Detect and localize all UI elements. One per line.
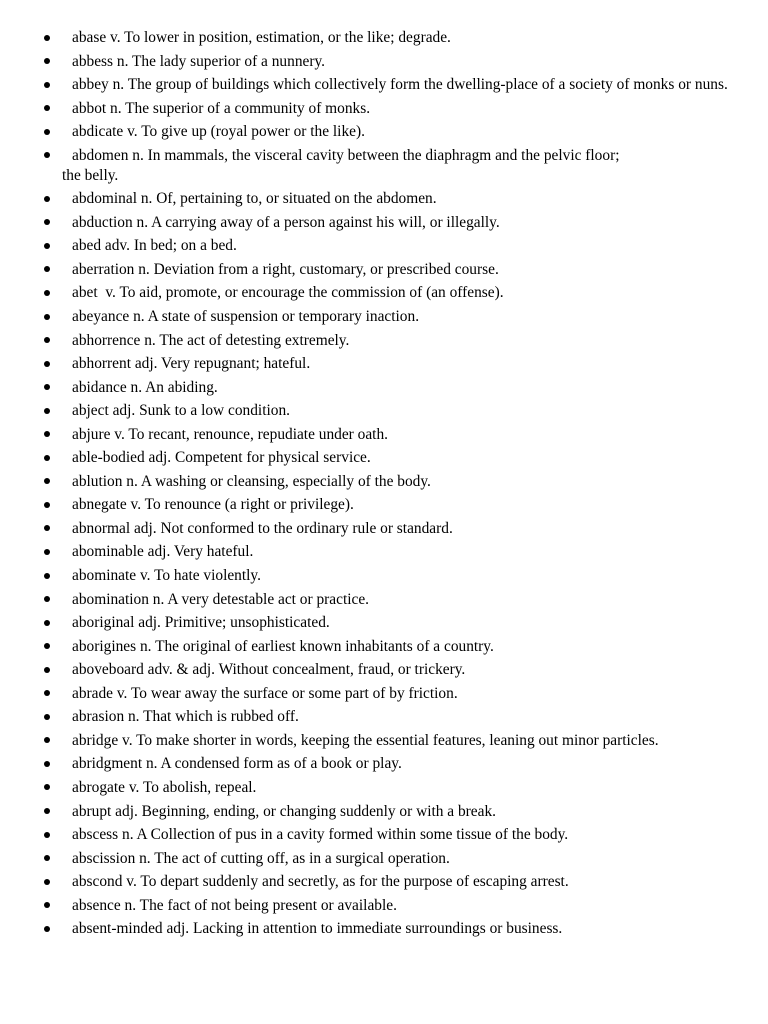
entry-text: abnegate v. To renounce (a right or privilege). — [72, 496, 354, 514]
list-item — [0, 283, 768, 303]
list-item — [0, 146, 768, 166]
entry-text: aboriginal adj. Primitive; unsophisticated. — [72, 614, 330, 632]
bullet-icon — [44, 902, 50, 908]
entry-text: abject adj. Sunk to a low condition. — [72, 402, 290, 420]
bullet-icon — [44, 361, 50, 367]
list-item — [0, 307, 768, 327]
bullet-icon — [44, 105, 50, 111]
bullet-icon — [44, 478, 50, 484]
list-item — [0, 448, 768, 468]
bullet-icon — [44, 219, 50, 225]
list-item — [0, 566, 768, 586]
entry-text: abrupt adj. Beginning, ending, or changing suddenly or with a break. — [72, 802, 497, 820]
bullet-icon — [44, 596, 50, 602]
list-item — [0, 613, 768, 633]
list-item — [0, 684, 768, 704]
entry-text: abet v. To aid, promote, or encourage the commission of (an offense). — [72, 284, 504, 302]
entry-text: abdomen n. In mammals, the visceral cavity between the diaphragm and the pelvic floor; — [72, 146, 620, 164]
entry-text: abscond v. To depart suddenly and secretly, as for the purpose of escaping arrest. — [72, 873, 569, 891]
bullet-icon — [44, 737, 50, 743]
entry-text: abeyance n. A state of suspension or temporary inaction. — [72, 308, 420, 326]
list-item — [0, 189, 768, 209]
list-item — [0, 28, 768, 48]
list-item — [0, 754, 768, 774]
entry-text: abnormal adj. Not conformed to the ordinary rule or standard. — [72, 519, 453, 537]
list-item — [0, 849, 768, 869]
vocabulary-list — [0, 28, 768, 943]
entry-text: abscission n. The act of cutting off, as in a surgical operation. — [72, 849, 450, 867]
list-item — [0, 731, 768, 751]
bullet-icon — [44, 714, 50, 720]
list-item — [0, 52, 768, 72]
bullet-icon — [44, 337, 50, 343]
entry-text: abbey n. The group of buildings which collectively form the dwelling-place of a society of monks or nuns. — [72, 76, 728, 94]
bullet-icon — [44, 879, 50, 885]
list-item-continuation — [0, 166, 768, 186]
list-item — [0, 472, 768, 492]
entry-text: abed adv. In bed; on a bed. — [72, 237, 237, 255]
entry-text: abduction n. A carrying away of a person against his will, or illegally. — [72, 213, 500, 231]
bullet-icon — [44, 690, 50, 696]
bullet-icon — [44, 314, 50, 320]
entry-text: abominate v. To hate violently. — [72, 567, 261, 585]
bullet-icon — [44, 266, 50, 272]
list-item — [0, 542, 768, 562]
entry-text: abrogate v. To abolish, repeal. — [72, 778, 257, 796]
entry-text: abscess n. A Collection of pus in a cavity formed within some tissue of the body. — [72, 826, 569, 844]
entry-text: abrasion n. That which is rubbed off. — [72, 708, 299, 726]
list-item — [0, 872, 768, 892]
list-item — [0, 260, 768, 280]
bullet-icon — [44, 196, 50, 202]
bullet-icon — [44, 384, 50, 390]
entry-text: abase v. To lower in position, estimation, or the like; degrade. — [72, 29, 451, 46]
entry-text: aberration n. Deviation from a right, customary, or prescribed course. — [72, 260, 499, 278]
bullet-icon — [44, 82, 50, 88]
entry-text: aboveboard adv. & adj. Without concealment, fraud, or trickery. — [72, 661, 466, 679]
bullet-icon — [44, 808, 50, 814]
entry-text: aborigines n. The original of earliest known inhabitants of a country. — [72, 637, 494, 655]
entry-text: abrade v. To wear away the surface or some part of by friction. — [72, 684, 458, 702]
entry-text: absence n. The fact of not being present or available. — [72, 896, 397, 914]
entry-text: abbess n. The lady superior of a nunnery. — [72, 52, 326, 70]
entry-text: abhorrence n. The act of detesting extremely. — [72, 331, 350, 349]
list-item — [0, 354, 768, 374]
bullet-icon — [44, 129, 50, 135]
bullet-icon — [44, 573, 50, 579]
bullet-icon — [44, 408, 50, 414]
bullet-icon — [44, 58, 50, 64]
bullet-icon — [44, 152, 50, 158]
entry-text: the belly. — [62, 166, 119, 184]
entry-text: abdominal n. Of, pertaining to, or situated on the abdomen. — [72, 190, 437, 208]
bullet-icon — [44, 620, 50, 626]
entry-text: abdicate v. To give up (royal power or the like). — [72, 123, 365, 141]
list-item — [0, 637, 768, 657]
entry-text: ablution n. A washing or cleansing, especially of the body. — [72, 472, 431, 490]
entry-text: abjure v. To recant, renounce, repudiate under oath. — [72, 425, 389, 443]
list-item — [0, 590, 768, 610]
list-item — [0, 378, 768, 398]
entry-text: absent-minded adj. Lacking in attention to immediate surroundings or business. — [72, 920, 563, 938]
list-item — [0, 519, 768, 539]
list-item — [0, 495, 768, 515]
bullet-icon — [44, 525, 50, 531]
list-item — [0, 425, 768, 445]
list-item — [0, 75, 768, 95]
entry-text: abidance n. An abiding. — [72, 378, 218, 396]
bullet-icon — [44, 643, 50, 649]
list-item — [0, 660, 768, 680]
list-item — [0, 213, 768, 233]
bullet-icon — [44, 667, 50, 673]
list-item — [0, 401, 768, 421]
list-item — [0, 236, 768, 256]
bullet-icon — [44, 455, 50, 461]
bullet-icon — [44, 784, 50, 790]
list-item — [0, 707, 768, 727]
bullet-icon — [44, 431, 50, 437]
entry-text: abominable adj. Very hateful. — [72, 543, 254, 561]
entry-text: abridge v. To make shorter in words, keeping the essential features, leaning out minor particles. — [72, 731, 659, 749]
entry-text: abbot n. The superior of a community of monks. — [72, 99, 371, 117]
list-item — [0, 331, 768, 351]
entry-text: abomination n. A very detestable act or practice. — [72, 590, 370, 608]
entry-text: abridgment n. A condensed form as of a book or play. — [72, 755, 402, 773]
list-item — [0, 99, 768, 119]
list-item — [0, 802, 768, 822]
bullet-icon — [44, 290, 50, 296]
entry-text: abhorrent adj. Very repugnant; hateful. — [72, 355, 311, 373]
bullet-icon — [44, 832, 50, 838]
bullet-icon — [44, 502, 50, 508]
list-item — [0, 825, 768, 845]
list-item — [0, 896, 768, 916]
bullet-icon — [44, 855, 50, 861]
bullet-icon — [44, 243, 50, 249]
bullet-icon — [44, 926, 50, 932]
entry-text: able-bodied adj. Competent for physical service. — [72, 449, 371, 467]
bullet-icon — [44, 761, 50, 767]
list-item — [0, 919, 768, 939]
list-item — [0, 122, 768, 142]
bullet-icon — [44, 35, 50, 41]
bullet-icon — [44, 549, 50, 555]
list-item — [0, 778, 768, 798]
